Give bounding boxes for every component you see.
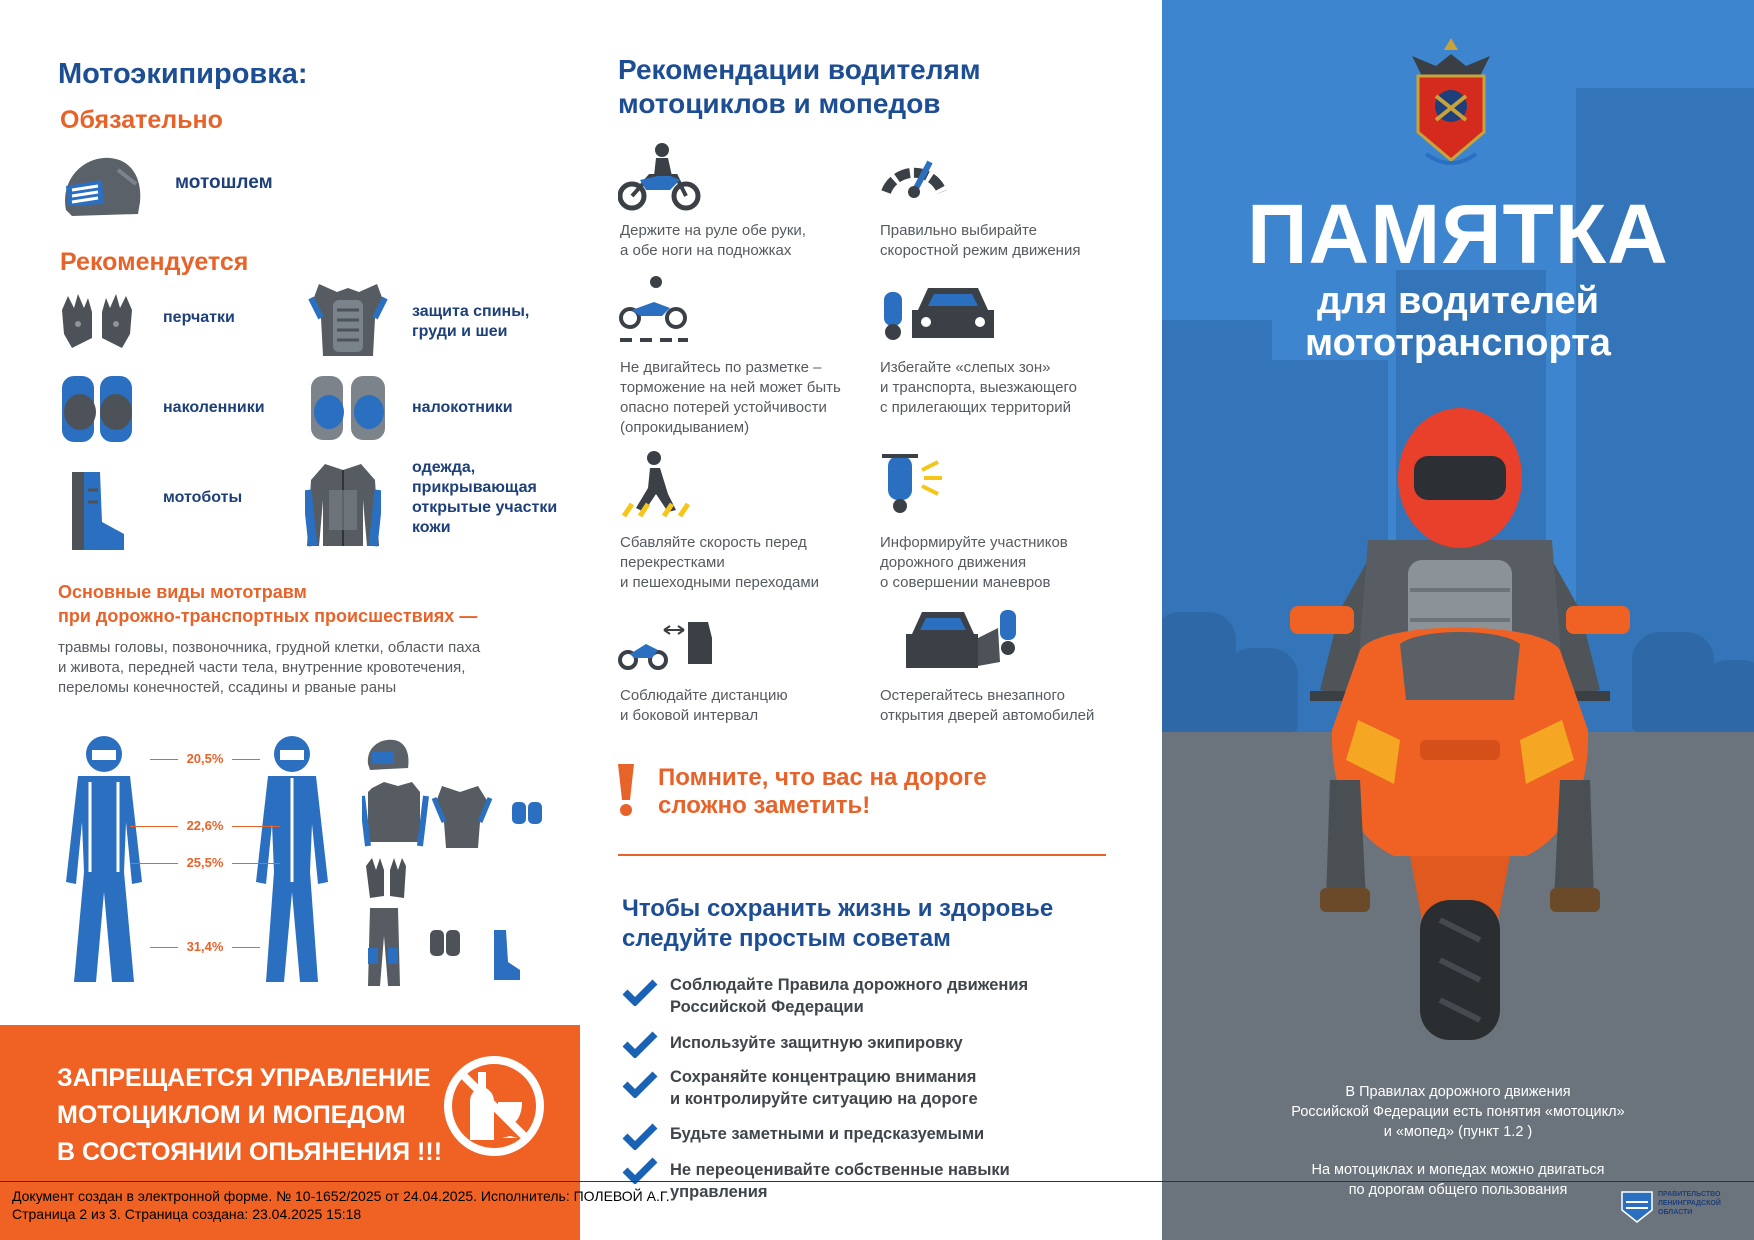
warning-line2: сложно заметить! — [658, 792, 871, 819]
equipment-collage-icon — [362, 736, 546, 986]
cover-title: ПАМЯТКА — [1247, 187, 1669, 281]
required-heading: Обязательно — [60, 106, 223, 134]
police-emblem-icon — [1406, 36, 1496, 172]
car-door-icon — [902, 604, 1024, 674]
back-protector-icon — [307, 278, 389, 360]
injury-stat-value: 22,6% — [186, 818, 224, 833]
tip-text: Информируйте участников дорожного движения о совершении маневров — [880, 534, 1068, 591]
tip-text: Соблюдайте дистанцию и боковой интервал — [620, 687, 788, 724]
knee-pads-icon — [58, 372, 136, 446]
stat-arrow-line — [130, 826, 178, 827]
blind-spot-icon — [878, 282, 1000, 344]
advice-title-line1: Чтобы сохранить жизнь и здоровье — [622, 895, 1054, 922]
recommended-heading: Рекомендуется — [60, 248, 249, 276]
tip-text: Правильно выбирайте скоростной режим движения — [880, 222, 1081, 259]
tip-text: Остерегайтесь внезапного открытия дверей автомобилей — [880, 687, 1095, 724]
leningrad-region-coat-of-arms-icon — [1620, 1190, 1654, 1224]
no-alcohol-icon — [440, 1052, 548, 1160]
helmet-icon — [58, 150, 144, 222]
cover-subtitle-line2: мототранспорта — [1305, 322, 1611, 364]
ban-text: ЗАПРЕЩАЕТСЯ УПРАВЛЕНИЕ МОТОЦИКЛОМ И МОПЕДОМ В СОСТОЯНИИ ОПЬЯНЕНИЯ !!! — [57, 1064, 443, 1166]
footer-line2: Страница 2 из 3. Страница создана: 23.04.2025 15:18 — [12, 1206, 362, 1222]
footer-line1: Документ создан в электронной форме. № 10-1652/2025 от 24.04.2025. Исполнитель: ПОЛЕВОЙ А.Г. — [12, 1188, 670, 1204]
cover-subtitle-line1: для водителей — [1317, 280, 1599, 322]
distance-icon — [618, 618, 712, 672]
helmet-label: мотошлем — [175, 172, 273, 193]
road-marking-icon — [618, 274, 690, 344]
car-silhouette — [1224, 648, 1298, 732]
stat-arrow-line — [232, 759, 260, 760]
elbow-pads-icon — [307, 372, 389, 444]
jacket-icon — [305, 460, 381, 550]
advice-item: Используйте защитную экипировку — [670, 1034, 963, 1052]
injuries-text: травмы головы, позвоночника, грудной клетки, области паха и живота, передней части тела, внутренние кровотечения, переломы конечностей, ссадины и рваные раны — [58, 639, 481, 696]
tip-text: Сбавляйте скорость перед перекрестками и пешеходными переходами — [620, 534, 820, 591]
stat-arrow-line — [232, 863, 280, 864]
government-logo-text: ПРАВИТЕЛЬСТВО ЛЕНИНГРАДСКОЙ ОБЛАСТИ — [1658, 1191, 1721, 1216]
equipment-item-label: одежда, прикрывающая открытые участки кожи — [412, 459, 558, 536]
tip-text: Держите на руле обе руки, а обе ноги на подножках — [620, 222, 806, 259]
stat-arrow-line — [150, 947, 178, 948]
recommendations-title-line2: мотоциклов и мопедов — [618, 88, 941, 119]
stat-arrow-line — [150, 759, 178, 760]
equipment-item-label: мотоботы — [163, 489, 243, 506]
stat-arrow-line — [130, 863, 178, 864]
checkmark-icon — [622, 1122, 658, 1150]
rider-motorcycle-icon — [618, 140, 702, 212]
injuries-heading-line2: при дорожно-транспортных происшествиях — — [58, 606, 478, 626]
injury-stat-value: 20,5% — [186, 751, 224, 766]
injury-stat-value: 25,5% — [186, 855, 224, 870]
rules-note: В Правилах дорожного движения Российской Федерации есть понятия «мотоцикл» и «мопед» (пункт 1.2 ) — [1291, 1084, 1625, 1140]
roads-note: На мотоциклах и мопедах можно двигаться по дорогам общего пользования — [1311, 1162, 1605, 1198]
injury-stat-value: 31,4% — [186, 939, 224, 954]
moto-boots-icon — [64, 470, 128, 554]
speedometer-icon — [878, 140, 950, 202]
advice-item: Не переоценивайте собственные навыки управления — [670, 1161, 1010, 1201]
car-silhouette — [1700, 660, 1754, 732]
equipment-item-label: наколенники — [163, 399, 265, 416]
advice-item: Соблюдайте Правила дорожного движения Российской Федерации — [670, 976, 1029, 1016]
warning-line1: Помните, что вас на дороге — [658, 764, 987, 791]
checkmark-icon — [622, 1070, 658, 1098]
recommendations-title-line1: Рекомендации водителям — [618, 54, 981, 85]
checkmark-icon — [622, 1156, 658, 1184]
equipment-item-label: налокотники — [412, 399, 513, 416]
checkmark-icon — [622, 1030, 658, 1058]
advice-title-line2: следуйте простым советам — [622, 925, 951, 952]
turn-signal-icon — [878, 446, 944, 514]
equipment-title: Мотоэкипировка: — [58, 58, 308, 90]
male-rider-figure-icon — [56, 732, 152, 988]
warning-divider — [618, 854, 1106, 856]
advice-item: Сохраняйте концентрацию внимания и контролируйте ситуацию на дороге — [670, 1068, 978, 1108]
equipment-item-label: перчатки — [163, 309, 235, 326]
tip-text: Избегайте «слепых зон» и транспорта, выезжающего с прилегающих территорий — [880, 359, 1078, 416]
stat-arrow-line — [232, 826, 280, 827]
checkmark-icon — [622, 978, 658, 1006]
gloves-icon — [58, 290, 136, 350]
motorcyclist-illustration-icon — [1290, 400, 1630, 1040]
tip-text: Не двигайтесь по разметке – торможение на ней может быть опасно потерей устойчивости (опрокидыванием) — [620, 359, 841, 436]
pedestrian-crossing-icon — [618, 450, 690, 520]
equipment-item-label: защита спины, груди и шеи — [412, 303, 530, 340]
advice-item: Будьте заметными и предсказуемыми — [670, 1125, 985, 1143]
injuries-heading-line1: Основные виды мототравм — [58, 582, 307, 602]
footer-divider — [0, 1181, 1754, 1182]
exclamation-icon — [614, 762, 638, 818]
stat-arrow-line — [232, 947, 260, 948]
